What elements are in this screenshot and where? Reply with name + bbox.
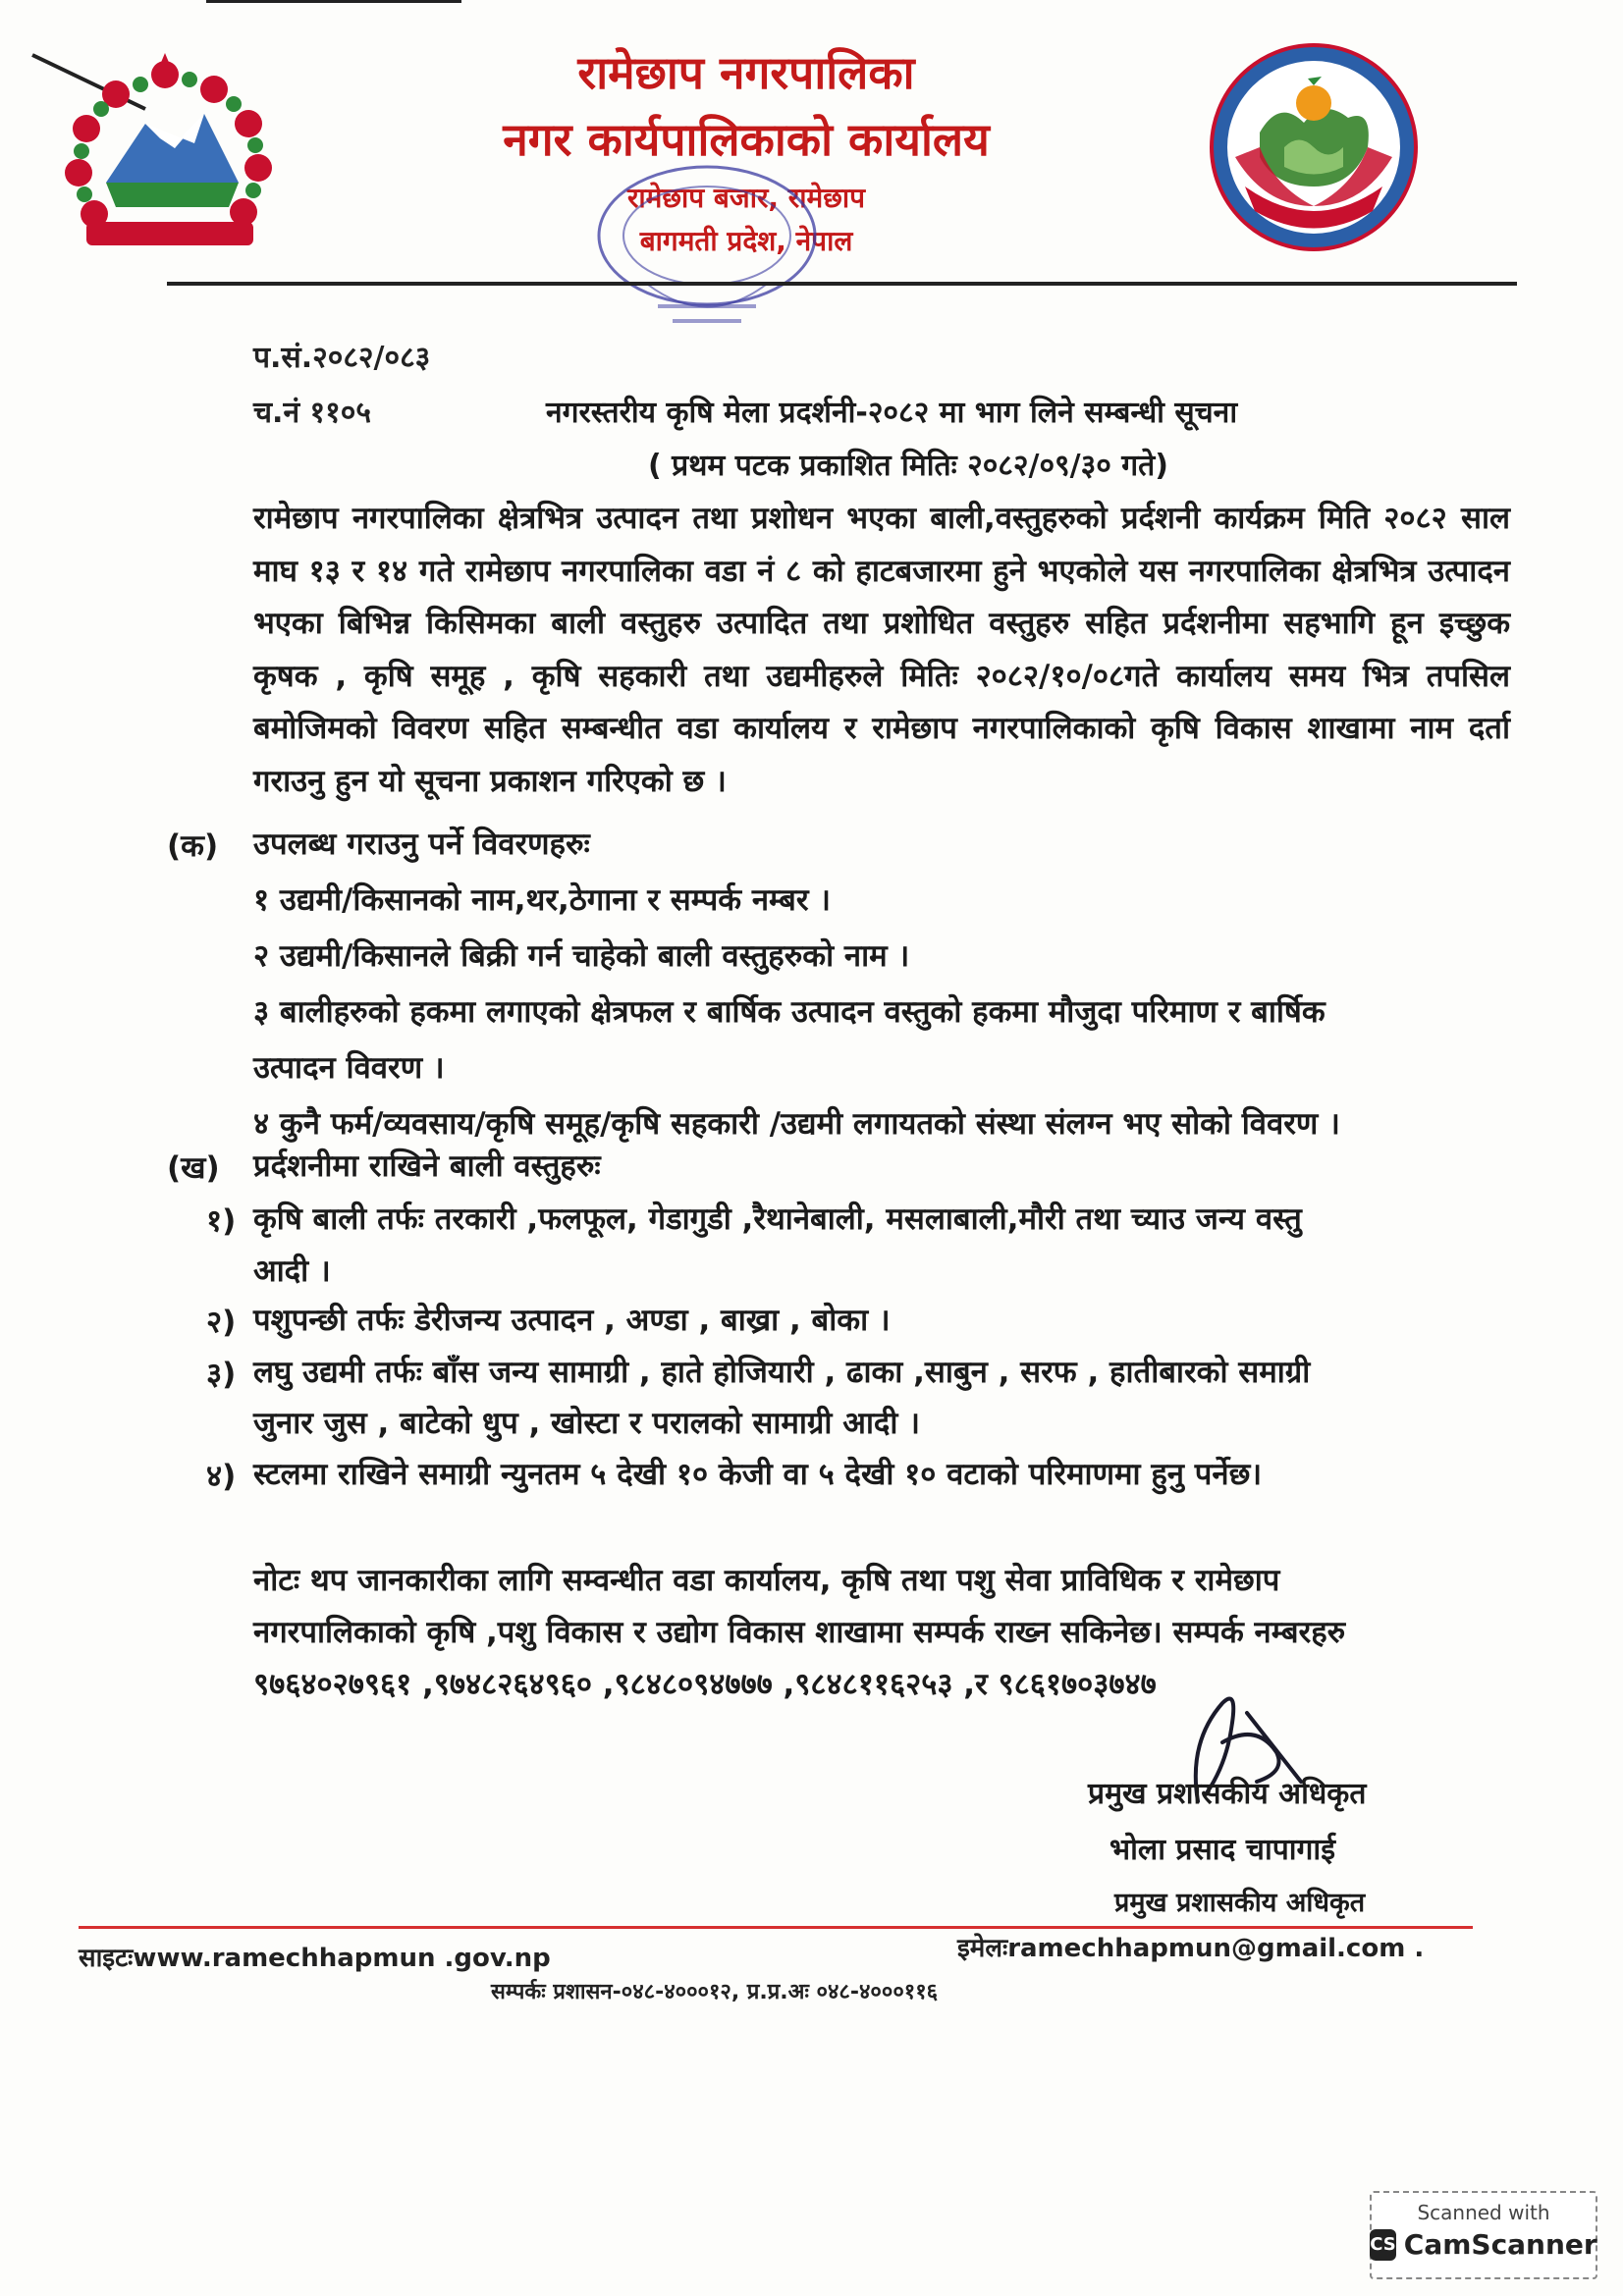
top-edge-line <box>206 0 461 3</box>
email-link[interactable]: इमेलःramechhapmun@gmail.com . <box>957 1934 1425 1963</box>
list-item: आदी । <box>253 1254 331 1289</box>
chalani-number: च.नं ११०५ <box>253 396 371 430</box>
office-stamp <box>579 157 835 344</box>
list-item: उत्पादन विवरण । <box>253 1050 445 1086</box>
header-divider <box>167 282 1517 286</box>
list-item: १ उद्यमी/किसानको नाम,थर,ठेगाना र सम्पर्क नम्बर । <box>253 882 832 918</box>
list-item-number: २) <box>206 1305 237 1340</box>
list-item-number: ४) <box>206 1459 237 1494</box>
list-item: ४ कुनै फर्म/व्यवसाय/कृषि समूह/कृषि सहकारी /उद्यमी लगायतको संस्था संलग्न भए सोको विवरण । <box>253 1106 1340 1142</box>
list-item-number: १) <box>206 1203 237 1239</box>
municipality-name: रामेछाप नगरपालिका <box>577 46 915 99</box>
patra-sankhya: प.सं.२०८२/०८३ <box>253 341 431 375</box>
nepal-emblem-icon <box>27 35 302 271</box>
municipality-logo-icon <box>1206 39 1422 255</box>
list-item: २ उद्यमी/किसानले बिक्री गर्न चाहेको बाली वस्तुहरुको नाम । <box>253 938 910 974</box>
list-item-number: ३) <box>206 1357 237 1392</box>
notice-body: रामेछाप नगरपालिका क्षेत्रभित्र उत्पादन तथा प्रशोधन भएका बाली,वस्तुहरुको प्रर्दशनी कार्यक्रम मिति २०८२ साल माघ १३ र १४ गते रामेछाप नगरपालिका वडा नं ८ को हाटबजारमा हुने भएकोले यस नगरपालिका क्षेत्रभित्र उत्पादन भएका बिभिन्न किसिमका बाली वस्तुहरु उत्पादित तथा प्रशोधित वस्तुहरु सहित प्रर्दशनीमा सहभागि हून इच्छुक कृषक , कृषि समूह , कृषि सहकारी तथा उद्यमीहरुले मितिः २०८२/१०/०८गते कार्यालय समय भित्र तपसिल बमोजिमको विवरण सहित सम्बन्धीत वडा कार्यालय र रामेछाप नगरपालिकाको कृषि विकास शाखामा नाम दर्ता गराउनु हुन यो सूचना प्रकाशन गरिएको छ । <box>253 501 1510 799</box>
first-published-date: ( प्रथम पटक प्रकाशित मितिः २०८२/०९/३० गते) <box>648 449 1168 483</box>
list-item: कृषि बाली तर्फः तरकारी ,फलफूल, गेडागुडी ,रैथानेबाली, मसलाबाली,मौरी तथा च्याउ जन्य वस्तु <box>253 1201 1302 1237</box>
signatory-name: भोला प्रसाद चापागाई <box>1109 1833 1335 1867</box>
list-item: जुनार जुस , बाटेको धुप , खोस्टा र परालको सामाग्री आदी । <box>253 1406 920 1441</box>
address-line-2: बागमती प्रदेश, नेपाल <box>639 225 853 257</box>
section-ka-marker: (क) <box>167 828 219 864</box>
signatory-title-printed: प्रमुख प्रशासकीय अधिकृत <box>1088 1777 1367 1811</box>
notice-subject: नगरस्तरीय कृषि मेला प्रदर्शनी-२०८२ मा भाग लिने सम्बन्धी सूचना <box>546 396 1238 430</box>
section-ka-heading: उपलब्ध गराउनु पर्ने विवरणहरुः <box>253 827 590 862</box>
list-item: ३ बालीहरुको हकमा लगाएको क्षेत्रफल र बार्षिक उत्पादन वस्तुको हकमा मौजुदा परिमाण र बार्षिक <box>253 994 1325 1030</box>
section-kha-heading: प्रर्दशनीमा राखिने बाली वस्तुहरुः <box>253 1148 601 1184</box>
camscanner-name: CamScanner <box>1403 2228 1597 2261</box>
signatory-title-stamp: प्रमुख प्रशासकीय अधिकृत <box>1114 1888 1366 1918</box>
list-item: स्टलमा राखिने समाग्री न्युनतम ५ देखी १० केजी वा ५ देखी १० वटाको परिमाणमा हुनु पर्नेछ। <box>253 1457 1263 1492</box>
note-line-2: नगरपालिकाको कृषि ,पशु विकास र उद्योग विकास शाखामा सम्पर्क राख्न सकिनेछ। सम्पर्क नम्बरहरु <box>253 1615 1346 1650</box>
camscanner-logo-icon: CS <box>1370 2229 1396 2261</box>
contact-info: सम्पर्कः प्रशासन-०४८-४०००१२, प्र.प्र.अः ०४८-४०००११६ <box>491 1980 939 2004</box>
note-line-1: नोटः थप जानकारीका लागि सम्वन्धीत वडा कार्यालय, कृषि तथा पशु सेवा प्राविधिक र रामेछाप <box>253 1563 1280 1598</box>
contact-numbers: ९७६४०२७९६१ ,९७४८२६४९६० ,९८४८०९४७७७ ,९८४८११६२५३ ,र ९८६१७०३७४७ <box>253 1667 1157 1702</box>
list-item: पशुपन्छी तर्फः डेरीजन्य उत्पादन , अण्डा , बाख्रा , बोका । <box>253 1303 891 1338</box>
office-name: नगर कार्यपालिकाको कार्यालय <box>503 113 990 166</box>
list-item: लघु उद्यमी तर्फः बाँस जन्य सामाग्री , हाते होजियारी , ढाका ,साबुन , सरफ , हातीबारको समाग्री <box>253 1355 1311 1390</box>
camscanner-watermark <box>1370 2191 1597 2279</box>
section-kha-marker: (ख) <box>167 1150 220 1186</box>
website-link[interactable]: साइटःwww.ramechhapmun .gov.np <box>79 1944 551 1973</box>
address-line-1: रामेछाप बजार, रामेछाप <box>626 182 866 214</box>
scanned-with-label: Scanned with <box>1417 2201 1550 2224</box>
